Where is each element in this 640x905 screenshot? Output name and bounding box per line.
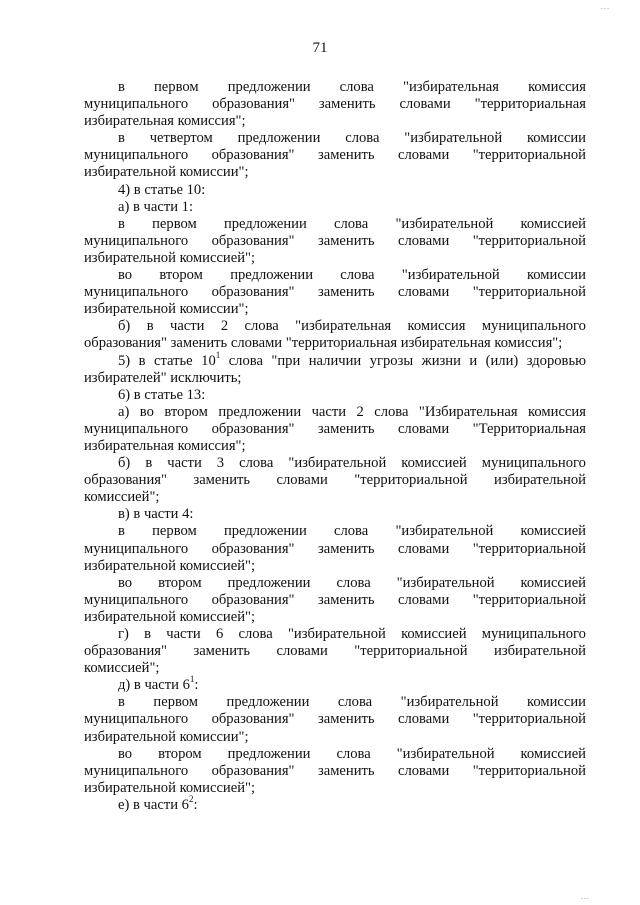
word: комиссии <box>526 130 586 147</box>
word: словами <box>397 147 450 164</box>
text-line <box>84 182 586 199</box>
page-number: 71 <box>312 40 328 56</box>
word: образования" <box>84 643 167 660</box>
word: в <box>138 352 146 369</box>
word: "территориальной <box>472 762 586 779</box>
word: образования" <box>211 232 295 249</box>
word: "Избирательная <box>418 403 518 420</box>
word: "территориальной <box>472 232 586 249</box>
word: муниципального <box>84 762 189 779</box>
word: 2 <box>220 318 229 335</box>
word: предложении <box>230 267 314 284</box>
text-line <box>84 438 586 455</box>
paragraph <box>84 694 586 745</box>
line-text: избирательной комиссией"; <box>84 608 256 625</box>
word: муниципального <box>84 147 189 164</box>
word: "территориальной <box>472 284 586 301</box>
text-line <box>84 592 586 609</box>
word: заменить <box>317 147 375 164</box>
word: заменить <box>317 284 375 301</box>
text-line <box>84 523 586 540</box>
paragraph <box>84 455 586 506</box>
word: "избирательная <box>403 79 499 95</box>
text-line <box>84 267 586 284</box>
word: в <box>118 215 125 232</box>
word: здоровью <box>526 352 586 369</box>
word: слова <box>334 215 369 232</box>
paragraph <box>84 523 586 574</box>
word: "территориальной <box>472 540 586 557</box>
word: предложении <box>226 694 310 711</box>
word: муниципального <box>481 626 586 642</box>
word: слова <box>339 79 374 95</box>
word: муниципального <box>84 540 189 557</box>
line-text: в) в части 4: <box>118 506 194 523</box>
word: г) <box>118 626 129 642</box>
word: заменить <box>317 711 375 728</box>
word: в <box>118 523 125 540</box>
word: в <box>118 694 125 711</box>
word: $10^1$ <box>201 349 221 369</box>
word: слова <box>336 574 371 591</box>
text-line <box>84 318 586 335</box>
word: предложении <box>227 745 311 762</box>
word: "избирательной <box>396 574 495 591</box>
word: 6 <box>215 626 224 642</box>
word: словами <box>397 762 450 779</box>
word: в <box>144 626 151 642</box>
word: комиссия <box>407 318 466 335</box>
line-text: избирателей" исключить; <box>84 369 242 386</box>
word: словами <box>397 284 450 301</box>
text-line <box>84 349 586 370</box>
word: угрозы <box>369 352 414 369</box>
paragraph <box>84 130 586 181</box>
text-line <box>84 284 586 301</box>
word: избирательной <box>494 643 586 660</box>
word: комиссией <box>401 626 467 642</box>
word: втором <box>164 403 208 420</box>
paragraph <box>84 746 586 797</box>
word: слова <box>334 523 369 540</box>
paragraph <box>84 387 586 404</box>
text-line <box>84 301 586 318</box>
word: 3 <box>216 455 225 472</box>
word: во <box>118 267 133 284</box>
word: части <box>169 318 205 335</box>
word: первом <box>153 694 199 711</box>
line-text: избирательная комиссия"; <box>84 437 246 454</box>
word: муниципального <box>84 96 189 113</box>
word: предложении <box>218 403 302 420</box>
word: предложении <box>227 79 311 95</box>
text-line <box>84 541 586 558</box>
word: муниципального <box>84 420 189 437</box>
text-line <box>84 489 586 506</box>
text-line <box>84 250 586 267</box>
word: заменить <box>317 540 375 557</box>
word: образования" <box>211 147 295 164</box>
word: комиссия <box>528 403 586 420</box>
paragraph <box>84 216 586 267</box>
word: (или) <box>485 352 519 369</box>
line-text: д) в части $6^1$: <box>118 674 199 694</box>
word: словами <box>397 540 450 557</box>
paragraph <box>84 794 586 814</box>
word: муниципального <box>84 232 189 249</box>
text-line <box>84 216 586 233</box>
word: образования" <box>211 711 295 728</box>
word: статье <box>154 352 193 369</box>
paragraph <box>84 79 586 130</box>
word: "избирательной <box>401 267 500 284</box>
word: слова <box>239 455 274 472</box>
text-line <box>84 147 586 164</box>
text-line <box>84 130 586 147</box>
text-line <box>84 79 586 96</box>
word: части <box>167 455 202 472</box>
line-text: а) в части 1: <box>118 198 194 215</box>
word: "территориальной <box>472 711 586 728</box>
word: муниципального <box>84 284 189 301</box>
paragraph <box>84 404 586 455</box>
word: б) <box>118 318 131 335</box>
line-text: 6) в статье 13: <box>118 386 206 403</box>
word: муниципального <box>84 591 189 608</box>
word: заменить <box>317 420 375 437</box>
text-line <box>84 780 586 797</box>
paragraph <box>84 506 586 523</box>
word: слова <box>238 626 273 642</box>
text-line <box>84 609 586 626</box>
word: предложении <box>227 574 311 591</box>
word: "Территориальная <box>472 420 586 437</box>
text-line <box>84 711 586 728</box>
word: словами <box>397 711 450 728</box>
word: образования" <box>211 540 295 557</box>
word: словами <box>276 472 328 489</box>
word: первом <box>152 215 197 232</box>
text-line <box>84 404 586 421</box>
word: б) <box>118 455 131 472</box>
word: в <box>118 79 125 95</box>
word: "территориальная <box>474 96 586 113</box>
line-text: избирательной комиссией"; <box>84 249 256 266</box>
word: комиссии <box>526 267 586 284</box>
word: а) <box>118 403 130 420</box>
text-line <box>84 794 586 814</box>
paragraph <box>84 626 586 677</box>
paragraph <box>84 674 586 694</box>
word: муниципального <box>481 455 586 472</box>
word: словами <box>276 643 328 660</box>
scan-mark-bottom: ... <box>581 892 590 901</box>
line-text: избирательной комиссии"; <box>84 301 249 318</box>
word: во <box>118 574 133 591</box>
word: слова <box>337 694 373 711</box>
word: "при <box>271 352 301 369</box>
text-line <box>84 370 586 387</box>
paragraph <box>84 199 586 216</box>
line-text: е) в части $6^2$: <box>118 794 198 813</box>
word: комиссией <box>401 455 467 472</box>
text-line <box>84 643 586 660</box>
word: заменить <box>317 762 375 779</box>
word: "избирательной <box>287 626 386 642</box>
word: комиссия <box>528 79 586 95</box>
word: словами <box>397 232 450 249</box>
word: слова <box>336 745 371 762</box>
word: части <box>311 403 347 420</box>
word: образования" <box>84 472 167 489</box>
word: образования" <box>211 284 295 301</box>
scan-mark-top: ... <box>601 2 610 11</box>
word: "избирательной <box>288 455 387 472</box>
text-line <box>84 694 586 711</box>
word: во <box>118 745 133 762</box>
word: предложении <box>223 523 307 540</box>
text-line <box>84 729 586 746</box>
text-line <box>84 558 586 575</box>
document-body <box>84 79 586 814</box>
text-line <box>84 335 586 352</box>
text-line <box>84 660 586 677</box>
word: "избирательной <box>396 745 495 762</box>
word: "территориальной <box>354 472 468 489</box>
word: комиссией <box>520 523 586 540</box>
word: "избирательной <box>395 523 494 540</box>
word: заменить <box>193 472 251 489</box>
word: слова <box>244 318 279 335</box>
line-text: комиссией"; <box>84 660 160 677</box>
text-line <box>84 472 586 489</box>
word: во <box>139 403 154 420</box>
word: образования" <box>212 96 296 113</box>
text-line <box>84 421 586 438</box>
text-line <box>84 96 586 113</box>
text-line <box>84 763 586 780</box>
word: заменить <box>318 96 376 113</box>
line-text: избирательной комиссией"; <box>84 779 256 796</box>
word: "территориальной <box>354 643 468 660</box>
word: образования" <box>211 591 295 608</box>
text-line <box>84 387 586 404</box>
word: комиссией <box>520 745 586 762</box>
word: комиссией <box>520 215 586 232</box>
word: комиссией <box>520 574 586 591</box>
word: предложении <box>237 130 321 147</box>
line-text: комиссией"; <box>84 489 160 506</box>
word: муниципального <box>481 318 586 335</box>
word: заменить <box>193 643 251 660</box>
word: словами <box>399 96 451 113</box>
word: в <box>118 130 125 147</box>
word: словами <box>397 591 450 608</box>
word: слова <box>374 403 409 420</box>
word: "избирательной <box>400 694 499 711</box>
paragraph <box>84 349 586 387</box>
text-line <box>84 455 586 472</box>
word: в <box>146 318 154 335</box>
word: 5) <box>118 352 131 369</box>
word: комиссии <box>527 694 586 711</box>
word: части <box>166 626 201 642</box>
text-line <box>84 164 586 181</box>
word: в <box>145 455 153 472</box>
word: "избирательная <box>295 318 392 335</box>
text-line <box>84 233 586 250</box>
word: втором <box>158 574 202 591</box>
word: заменить <box>317 232 375 249</box>
word: муниципального <box>84 711 189 728</box>
text-line <box>84 626 586 643</box>
text-line <box>84 113 586 130</box>
word: слова <box>228 352 263 369</box>
line-text: избирательная комиссия"; <box>84 113 246 130</box>
line-text: избирательной комиссии"; <box>84 728 249 745</box>
text-line <box>84 746 586 763</box>
word: "избирательной <box>395 215 494 232</box>
paragraph <box>84 267 586 318</box>
word: наличии <box>308 352 362 369</box>
word: заменить <box>317 591 375 608</box>
line-text: образования" заменить словами "территориальная избирательная комиссия"; <box>84 335 563 352</box>
word: слова <box>340 267 375 284</box>
word: "территориальной <box>472 591 586 608</box>
word: втором <box>159 267 203 284</box>
word: "территориальной <box>472 147 586 164</box>
word: и <box>469 352 478 369</box>
word: первом <box>152 523 197 540</box>
word: первом <box>154 79 199 95</box>
word: словами <box>397 420 450 437</box>
line-text: избирательной комиссии"; <box>84 164 249 181</box>
paragraph <box>84 575 586 626</box>
text-line <box>84 674 586 694</box>
word: "избирательной <box>404 130 503 147</box>
word: четвертом <box>149 130 213 147</box>
word: избирательной <box>494 472 586 489</box>
paragraph <box>84 182 586 199</box>
word: жизни <box>421 352 461 369</box>
line-text: 4) в статье 10: <box>118 181 206 198</box>
paragraph <box>84 318 586 352</box>
text-line <box>84 506 586 523</box>
word: втором <box>158 745 202 762</box>
text-line <box>84 575 586 592</box>
word: слова <box>345 130 380 147</box>
word: 2 <box>356 403 364 420</box>
word: образования" <box>211 762 295 779</box>
word: предложении <box>223 215 307 232</box>
line-text: избирательной комиссией"; <box>84 557 256 574</box>
word: образования" <box>211 420 295 437</box>
text-line <box>84 199 586 216</box>
